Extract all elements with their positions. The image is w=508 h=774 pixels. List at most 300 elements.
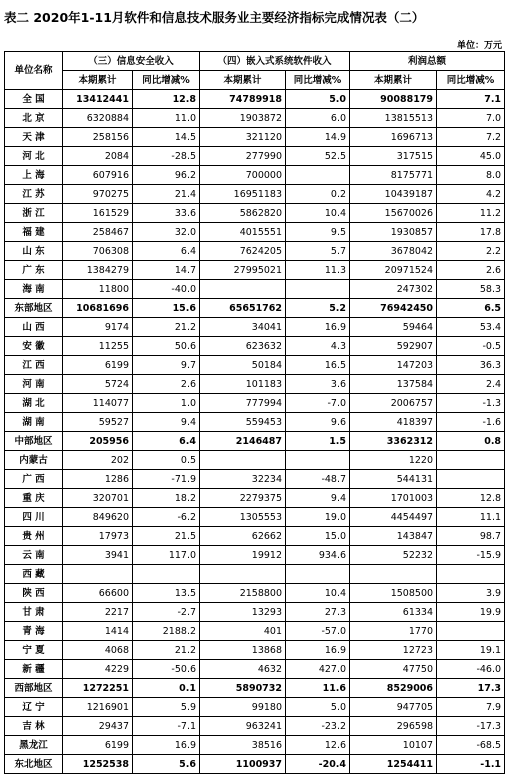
table-row [5, 755, 505, 774]
column-header-region: 单位名称 [5, 52, 63, 90]
yoy-change-cell: 21.4 [133, 185, 200, 204]
cumulative-value-cell: 101183 [200, 375, 286, 394]
yoy-change-cell: 16.5 [286, 356, 350, 375]
table-row [5, 128, 505, 147]
cumulative-value-cell: 10439187 [350, 185, 437, 204]
cumulative-value-cell: 10107 [350, 736, 437, 755]
region-name-cell: 辽 宁 [5, 698, 63, 717]
yoy-change-cell: 19.1 [437, 641, 505, 660]
yoy-change-cell [286, 280, 350, 299]
indicators-table [4, 51, 505, 774]
cumulative-value-cell: 4068 [63, 641, 133, 660]
region-name-cell: 黑龙江 [5, 736, 63, 755]
yoy-change-cell [286, 451, 350, 470]
region-name-cell: 天 津 [5, 128, 63, 147]
region-name-cell: 重 庆 [5, 489, 63, 508]
cumulative-value-cell: 1100937 [200, 755, 286, 774]
cumulative-value-cell: 205956 [63, 432, 133, 451]
column-header-cumulative: 本期累计 [63, 71, 133, 90]
cumulative-value-cell: 114077 [63, 394, 133, 413]
yoy-change-cell: 3.6 [286, 375, 350, 394]
yoy-change-cell: 7.0 [437, 109, 505, 128]
yoy-change-cell: 15.6 [133, 299, 200, 318]
cumulative-value-cell: 317515 [350, 147, 437, 166]
yoy-change-cell: 19.0 [286, 508, 350, 527]
yoy-change-cell: 36.3 [437, 356, 505, 375]
yoy-change-cell [133, 565, 200, 584]
table-row [5, 660, 505, 679]
cumulative-value-cell: 4454497 [350, 508, 437, 527]
region-name-cell: 吉 林 [5, 717, 63, 736]
region-name-cell: 新 疆 [5, 660, 63, 679]
yoy-change-cell: 50.6 [133, 337, 200, 356]
cumulative-value-cell: 1508500 [350, 584, 437, 603]
yoy-change-cell: -0.5 [437, 337, 505, 356]
table-row [5, 603, 505, 622]
yoy-change-cell: 10.4 [286, 204, 350, 223]
yoy-change-cell: 21.2 [133, 318, 200, 337]
cumulative-value-cell: 258467 [63, 223, 133, 242]
cumulative-value-cell: 1770 [350, 622, 437, 641]
cumulative-value-cell: 6320884 [63, 109, 133, 128]
yoy-change-cell: 2.4 [437, 375, 505, 394]
yoy-change-cell: 0.8 [437, 432, 505, 451]
cumulative-value-cell: 2279375 [200, 489, 286, 508]
table-row [5, 166, 505, 185]
yoy-change-cell: -1.3 [437, 394, 505, 413]
yoy-change-cell: 32.0 [133, 223, 200, 242]
region-name-cell: 西部地区 [5, 679, 63, 698]
region-name-cell: 安 徽 [5, 337, 63, 356]
yoy-change-cell [437, 622, 505, 641]
cumulative-value-cell: 1305553 [200, 508, 286, 527]
yoy-change-cell: 9.7 [133, 356, 200, 375]
cumulative-value-cell [200, 280, 286, 299]
yoy-change-cell: 1.0 [133, 394, 200, 413]
table-row [5, 527, 505, 546]
yoy-change-cell: 2.2 [437, 242, 505, 261]
yoy-change-cell: 11.1 [437, 508, 505, 527]
cumulative-value-cell: 74789918 [200, 90, 286, 109]
table-row [5, 242, 505, 261]
cumulative-value-cell: 1414 [63, 622, 133, 641]
yoy-change-cell: 9.6 [286, 413, 350, 432]
cumulative-value-cell: 1930857 [350, 223, 437, 242]
yoy-change-cell: 11.6 [286, 679, 350, 698]
cumulative-value-cell: 202 [63, 451, 133, 470]
yoy-change-cell: 2.6 [437, 261, 505, 280]
cumulative-value-cell: 3362312 [350, 432, 437, 451]
region-name-cell: 河 南 [5, 375, 63, 394]
cumulative-value-cell: 296598 [350, 717, 437, 736]
cumulative-value-cell: 15670026 [350, 204, 437, 223]
cumulative-value-cell: 17973 [63, 527, 133, 546]
table-row [5, 223, 505, 242]
yoy-change-cell: 6.0 [286, 109, 350, 128]
region-name-cell: 内蒙古 [5, 451, 63, 470]
yoy-change-cell: 5.7 [286, 242, 350, 261]
yoy-change-cell: 9.4 [286, 489, 350, 508]
yoy-change-cell: 14.7 [133, 261, 200, 280]
cumulative-value-cell: 623632 [200, 337, 286, 356]
table-body [5, 90, 505, 774]
region-name-cell: 上 海 [5, 166, 63, 185]
yoy-change-cell: 14.9 [286, 128, 350, 147]
region-name-cell: 陕 西 [5, 584, 63, 603]
region-name-cell: 河 北 [5, 147, 63, 166]
yoy-change-cell: 53.4 [437, 318, 505, 337]
table-row [5, 451, 505, 470]
yoy-change-cell: 17.8 [437, 223, 505, 242]
yoy-change-cell: -15.9 [437, 546, 505, 565]
cumulative-value-cell: 777994 [200, 394, 286, 413]
cumulative-value-cell: 700000 [200, 166, 286, 185]
cumulative-value-cell: 1254411 [350, 755, 437, 774]
table-row [5, 337, 505, 356]
region-name-cell: 福 建 [5, 223, 63, 242]
table-row [5, 546, 505, 565]
yoy-change-cell: 5.0 [286, 90, 350, 109]
cumulative-value-cell [350, 565, 437, 584]
yoy-change-cell: 2188.2 [133, 622, 200, 641]
cumulative-value-cell: 5862820 [200, 204, 286, 223]
yoy-change-cell: 7.2 [437, 128, 505, 147]
yoy-change-cell: 14.5 [133, 128, 200, 147]
region-name-cell: 山 东 [5, 242, 63, 261]
cumulative-value-cell: 277990 [200, 147, 286, 166]
cumulative-value-cell: 1272251 [63, 679, 133, 698]
yoy-change-cell [437, 470, 505, 489]
table-row [5, 375, 505, 394]
cumulative-value-cell: 4015551 [200, 223, 286, 242]
yoy-change-cell: -68.5 [437, 736, 505, 755]
cumulative-value-cell: 706308 [63, 242, 133, 261]
yoy-change-cell: 21.2 [133, 641, 200, 660]
cumulative-value-cell: 34041 [200, 318, 286, 337]
region-name-cell: 浙 江 [5, 204, 63, 223]
column-group-total-profit: 利润总额 [350, 52, 505, 71]
yoy-change-cell: 16.9 [286, 641, 350, 660]
yoy-change-cell: 12.8 [133, 90, 200, 109]
table-row [5, 147, 505, 166]
yoy-change-cell: 2.6 [133, 375, 200, 394]
header-row-groups [5, 52, 505, 71]
yoy-change-cell: -28.5 [133, 147, 200, 166]
cumulative-value-cell: 1286 [63, 470, 133, 489]
cumulative-value-cell: 6199 [63, 356, 133, 375]
unit-note: 单位：万元 [456, 41, 502, 51]
cumulative-value-cell: 161529 [63, 204, 133, 223]
cumulative-value-cell [200, 565, 286, 584]
column-header-yoy: 同比增减% [437, 71, 505, 90]
region-name-cell: 青 海 [5, 622, 63, 641]
yoy-change-cell: 5.0 [286, 698, 350, 717]
cumulative-value-cell: 13815513 [350, 109, 437, 128]
cumulative-value-cell: 52232 [350, 546, 437, 565]
yoy-change-cell: 4.2 [437, 185, 505, 204]
yoy-change-cell: 6.5 [437, 299, 505, 318]
yoy-change-cell: 9.4 [133, 413, 200, 432]
cumulative-value-cell: 592907 [350, 337, 437, 356]
cumulative-value-cell: 20971524 [350, 261, 437, 280]
cumulative-value-cell [63, 565, 133, 584]
cumulative-value-cell: 8529006 [350, 679, 437, 698]
table-row [5, 261, 505, 280]
table-row [5, 204, 505, 223]
table-row [5, 413, 505, 432]
region-name-cell: 全 国 [5, 90, 63, 109]
yoy-change-cell: 52.5 [286, 147, 350, 166]
yoy-change-cell: -23.2 [286, 717, 350, 736]
yoy-change-cell: -50.6 [133, 660, 200, 679]
yoy-change-cell: 4.3 [286, 337, 350, 356]
table-row [5, 736, 505, 755]
region-name-cell: 中部地区 [5, 432, 63, 451]
table-row [5, 470, 505, 489]
table-row [5, 432, 505, 451]
region-name-cell: 海 南 [5, 280, 63, 299]
yoy-change-cell: -46.0 [437, 660, 505, 679]
cumulative-value-cell: 47750 [350, 660, 437, 679]
yoy-change-cell: -57.0 [286, 622, 350, 641]
cumulative-value-cell: 418397 [350, 413, 437, 432]
cumulative-value-cell: 320701 [63, 489, 133, 508]
cumulative-value-cell: 4632 [200, 660, 286, 679]
cumulative-value-cell: 2084 [63, 147, 133, 166]
yoy-change-cell: 5.6 [133, 755, 200, 774]
region-name-cell: 东北地区 [5, 755, 63, 774]
cumulative-value-cell: 147203 [350, 356, 437, 375]
cumulative-value-cell: 19912 [200, 546, 286, 565]
cumulative-value-cell: 2006757 [350, 394, 437, 413]
cumulative-value-cell: 7624205 [200, 242, 286, 261]
yoy-change-cell: 12.8 [437, 489, 505, 508]
cumulative-value-cell [200, 451, 286, 470]
yoy-change-cell: 16.9 [286, 318, 350, 337]
header-row-sub [5, 71, 505, 90]
yoy-change-cell: 13.5 [133, 584, 200, 603]
cumulative-value-cell: 3678042 [350, 242, 437, 261]
cumulative-value-cell: 137584 [350, 375, 437, 394]
cumulative-value-cell: 1252538 [63, 755, 133, 774]
cumulative-value-cell: 5890732 [200, 679, 286, 698]
yoy-change-cell: -1.6 [437, 413, 505, 432]
cumulative-value-cell: 76942450 [350, 299, 437, 318]
cumulative-value-cell: 247302 [350, 280, 437, 299]
yoy-change-cell: -71.9 [133, 470, 200, 489]
region-name-cell: 江 苏 [5, 185, 63, 204]
cumulative-value-cell: 61334 [350, 603, 437, 622]
yoy-change-cell: 6.4 [133, 432, 200, 451]
cumulative-value-cell: 6199 [63, 736, 133, 755]
region-name-cell: 西 藏 [5, 565, 63, 584]
yoy-change-cell: 427.0 [286, 660, 350, 679]
yoy-change-cell: 33.6 [133, 204, 200, 223]
yoy-change-cell: 21.5 [133, 527, 200, 546]
table-row [5, 489, 505, 508]
cumulative-value-cell: 16951183 [200, 185, 286, 204]
yoy-change-cell: 27.3 [286, 603, 350, 622]
yoy-change-cell: 8.0 [437, 166, 505, 185]
region-name-cell: 贵 州 [5, 527, 63, 546]
cumulative-value-cell: 401 [200, 622, 286, 641]
yoy-change-cell: 98.7 [437, 527, 505, 546]
yoy-change-cell: 117.0 [133, 546, 200, 565]
yoy-change-cell: 5.9 [133, 698, 200, 717]
table-row [5, 565, 505, 584]
table-row [5, 109, 505, 128]
cumulative-value-cell: 607916 [63, 166, 133, 185]
region-name-cell: 江 西 [5, 356, 63, 375]
cumulative-value-cell: 12723 [350, 641, 437, 660]
yoy-change-cell: 45.0 [437, 147, 505, 166]
cumulative-value-cell: 59464 [350, 318, 437, 337]
cumulative-value-cell: 1220 [350, 451, 437, 470]
yoy-change-cell: 19.9 [437, 603, 505, 622]
cumulative-value-cell: 13412441 [63, 90, 133, 109]
cumulative-value-cell: 1701003 [350, 489, 437, 508]
cumulative-value-cell: 321120 [200, 128, 286, 147]
yoy-change-cell: 11.3 [286, 261, 350, 280]
region-name-cell: 湖 北 [5, 394, 63, 413]
cumulative-value-cell: 2217 [63, 603, 133, 622]
cumulative-value-cell: 1903872 [200, 109, 286, 128]
cumulative-value-cell: 50184 [200, 356, 286, 375]
cumulative-value-cell: 1696713 [350, 128, 437, 147]
yoy-change-cell: 58.3 [437, 280, 505, 299]
column-group-info-security: （三）信息安全收入 [63, 52, 200, 71]
cumulative-value-cell: 1384279 [63, 261, 133, 280]
column-header-yoy: 同比增减% [133, 71, 200, 90]
yoy-change-cell: -1.1 [437, 755, 505, 774]
yoy-change-cell: 16.9 [133, 736, 200, 755]
region-name-cell: 宁 夏 [5, 641, 63, 660]
table-title: 表二 2020年1-11月软件和信息技术服务业主要经济指标完成情况表（二） [4, 10, 425, 25]
cumulative-value-cell: 13293 [200, 603, 286, 622]
cumulative-value-cell: 143847 [350, 527, 437, 546]
cumulative-value-cell: 66600 [63, 584, 133, 603]
cumulative-value-cell: 5724 [63, 375, 133, 394]
yoy-change-cell: 15.0 [286, 527, 350, 546]
cumulative-value-cell: 99180 [200, 698, 286, 717]
table-row [5, 299, 505, 318]
yoy-change-cell: -17.3 [437, 717, 505, 736]
yoy-change-cell: 1.5 [286, 432, 350, 451]
cumulative-value-cell: 947705 [350, 698, 437, 717]
yoy-change-cell: -6.2 [133, 508, 200, 527]
region-name-cell: 东部地区 [5, 299, 63, 318]
table-row [5, 622, 505, 641]
yoy-change-cell: 3.9 [437, 584, 505, 603]
region-name-cell: 广 东 [5, 261, 63, 280]
cumulative-value-cell: 559453 [200, 413, 286, 432]
cumulative-value-cell: 1216901 [63, 698, 133, 717]
yoy-change-cell: 934.6 [286, 546, 350, 565]
column-header-yoy: 同比增减% [286, 71, 350, 90]
cumulative-value-cell: 3941 [63, 546, 133, 565]
yoy-change-cell [437, 565, 505, 584]
table-row [5, 356, 505, 375]
yoy-change-cell [437, 451, 505, 470]
table-row [5, 698, 505, 717]
region-name-cell: 湖 南 [5, 413, 63, 432]
region-name-cell: 四 川 [5, 508, 63, 527]
yoy-change-cell: 96.2 [133, 166, 200, 185]
cumulative-value-cell: 62662 [200, 527, 286, 546]
cumulative-value-cell: 11800 [63, 280, 133, 299]
yoy-change-cell: 11.0 [133, 109, 200, 128]
region-name-cell: 云 南 [5, 546, 63, 565]
yoy-change-cell [286, 565, 350, 584]
cumulative-value-cell: 59527 [63, 413, 133, 432]
column-header-cumulative: 本期累计 [200, 71, 286, 90]
cumulative-value-cell: 65651762 [200, 299, 286, 318]
cumulative-value-cell: 29437 [63, 717, 133, 736]
cumulative-value-cell: 27995021 [200, 261, 286, 280]
cumulative-value-cell: 544131 [350, 470, 437, 489]
table-row [5, 641, 505, 660]
yoy-change-cell: 7.9 [437, 698, 505, 717]
cumulative-value-cell: 32234 [200, 470, 286, 489]
column-group-embedded-software: （四）嵌入式系统软件收入 [200, 52, 350, 71]
region-name-cell: 北 京 [5, 109, 63, 128]
cumulative-value-cell: 13868 [200, 641, 286, 660]
yoy-change-cell: -48.7 [286, 470, 350, 489]
cumulative-value-cell: 38516 [200, 736, 286, 755]
cumulative-value-cell: 849620 [63, 508, 133, 527]
yoy-change-cell: 7.1 [437, 90, 505, 109]
column-header-cumulative: 本期累计 [350, 71, 437, 90]
cumulative-value-cell: 8175771 [350, 166, 437, 185]
cumulative-value-cell: 970275 [63, 185, 133, 204]
yoy-change-cell: 0.1 [133, 679, 200, 698]
cumulative-value-cell: 11255 [63, 337, 133, 356]
cumulative-value-cell: 2158800 [200, 584, 286, 603]
yoy-change-cell: -40.0 [133, 280, 200, 299]
region-name-cell: 甘 肃 [5, 603, 63, 622]
cumulative-value-cell: 9174 [63, 318, 133, 337]
cumulative-value-cell: 2146487 [200, 432, 286, 451]
yoy-change-cell: 5.2 [286, 299, 350, 318]
yoy-change-cell: -2.7 [133, 603, 200, 622]
cumulative-value-cell: 963241 [200, 717, 286, 736]
yoy-change-cell: 17.3 [437, 679, 505, 698]
cumulative-value-cell: 90088179 [350, 90, 437, 109]
table-row [5, 318, 505, 337]
yoy-change-cell: 18.2 [133, 489, 200, 508]
table-row [5, 679, 505, 698]
region-name-cell: 广 西 [5, 470, 63, 489]
yoy-change-cell: 0.5 [133, 451, 200, 470]
table-row [5, 280, 505, 299]
table-row [5, 584, 505, 603]
cumulative-value-cell: 4229 [63, 660, 133, 679]
region-name-cell: 山 西 [5, 318, 63, 337]
table-row [5, 90, 505, 109]
yoy-change-cell: 9.5 [286, 223, 350, 242]
yoy-change-cell [286, 166, 350, 185]
table-row [5, 717, 505, 736]
table-row [5, 185, 505, 204]
yoy-change-cell: -7.0 [286, 394, 350, 413]
cumulative-value-cell: 258156 [63, 128, 133, 147]
yoy-change-cell: -7.1 [133, 717, 200, 736]
yoy-change-cell: 0.2 [286, 185, 350, 204]
yoy-change-cell: 12.6 [286, 736, 350, 755]
table-row [5, 394, 505, 413]
yoy-change-cell: 6.4 [133, 242, 200, 261]
yoy-change-cell: -20.4 [286, 755, 350, 774]
